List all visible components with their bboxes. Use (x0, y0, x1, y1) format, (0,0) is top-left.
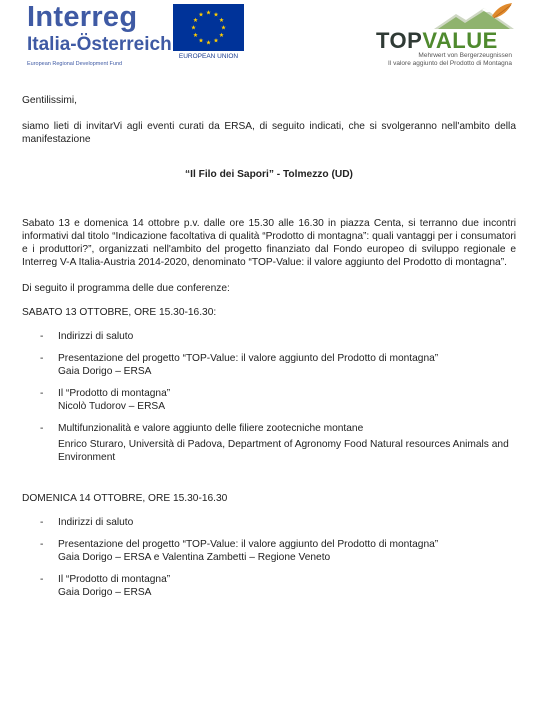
greeting: Gentilissimi, (22, 95, 77, 106)
program-item-speaker: Gaia Dorigo – ERSA (58, 587, 152, 598)
topvalue-logo (376, 2, 516, 72)
topvalue-tagline-de: Mehrwert von Bergerzeugnissen (418, 52, 512, 59)
program-item (22, 352, 516, 378)
topvalue-brand (376, 29, 498, 53)
bullet-dash: - (40, 423, 44, 434)
program-item-title: Il “Prodotto di montagna” (58, 388, 171, 399)
program-item (22, 387, 516, 413)
program-item (22, 573, 516, 599)
session-heading: DOMENICA 14 OTTOBRE, ORE 15.30-16.30 (22, 493, 228, 504)
eu-flag-icon (173, 4, 244, 51)
topvalue-brand-top: TOP (376, 28, 423, 53)
session-sunday (22, 492, 516, 599)
bullet-dash: - (40, 353, 44, 364)
session-heading: SABATO 13 OTTOBRE, ORE 15.30-16.30: (22, 307, 217, 318)
program-item (22, 330, 516, 343)
interreg-subtitle: Italia-Österreich (27, 34, 172, 55)
program-item (22, 422, 516, 464)
program-item-title: Multifunzionalità e valore aggiunto delle filiere zootecniche montane (58, 423, 364, 434)
program-item-title: Presentazione del progetto “TOP-Value: il valore aggiunto del Prodotto di montagna” (58, 539, 439, 550)
program-item-title: Presentazione del progetto “TOP-Value: il valore aggiunto del Prodotto di montagna” (58, 353, 439, 364)
topvalue-tagline-it: Il valore aggiunto del Prodotto di Montagna (388, 60, 512, 67)
bullet-dash: - (40, 388, 44, 399)
session-saturday (22, 306, 516, 464)
bullet-dash: - (40, 574, 44, 585)
bullet-dash: - (40, 517, 44, 528)
eu-logo (173, 4, 244, 60)
program-item (22, 538, 516, 564)
program-item (22, 516, 516, 529)
event-title: “Il Filo dei Sapori” - Tolmezzo (UD) (185, 169, 353, 180)
intro-paragraph: siamo lieti di invitarVi agli eventi curati da ERSA, di seguito indicati, che si svolgeranno nell'ambito della manifestazione (22, 121, 516, 145)
program-item-speaker: Nicolò Tudorov – ERSA (58, 401, 166, 412)
topvalue-brand-value: VALUE (422, 28, 498, 53)
interreg-title: Interreg (27, 1, 138, 33)
bullet-dash: - (40, 539, 44, 550)
eu-label: EUROPEAN UNION (178, 53, 239, 60)
letter-body (22, 94, 516, 599)
document-header (0, 0, 545, 80)
program-item-speaker: Enrico Sturaro, Università di Padova, Department of Agronomy Food Natural resources Animals and Environment (58, 439, 509, 463)
body-paragraph: Sabato 13 e domenica 14 ottobre p.v. dalle ore 15.30 alle 16.30 in piazza Centa, si terranno due incontri informativi dal titolo “Indicazione facoltativa di qualità “Prodotto di montagna”: quali vantaggi per i consumatori e i produttori?”, organizzati nell'ambito del progetto finanziato dal Fondo europeo di sviluppo regionale e Interreg V-A Italia-Austria 2014-2020, denominato “TOP-Value: il valore aggiunto del Prodotto di montagna”. (22, 218, 516, 268)
program-intro: Di seguito il programma delle due conferenze: (22, 283, 230, 294)
program-item-title: Indirizzi di saluto (58, 517, 134, 528)
program-item-title: Il “Prodotto di montagna” (58, 574, 171, 585)
program-item-speaker: Gaia Dorigo – ERSA (58, 366, 152, 377)
bullet-dash: - (40, 331, 44, 342)
program-item-title: Indirizzi di saluto (58, 331, 134, 342)
program-item-speaker: Gaia Dorigo – ERSA e Valentina Zambetti – Regione Veneto (58, 552, 331, 563)
interreg-fund: European Regional Development Fund (27, 61, 123, 67)
interreg-logo (27, 2, 172, 68)
